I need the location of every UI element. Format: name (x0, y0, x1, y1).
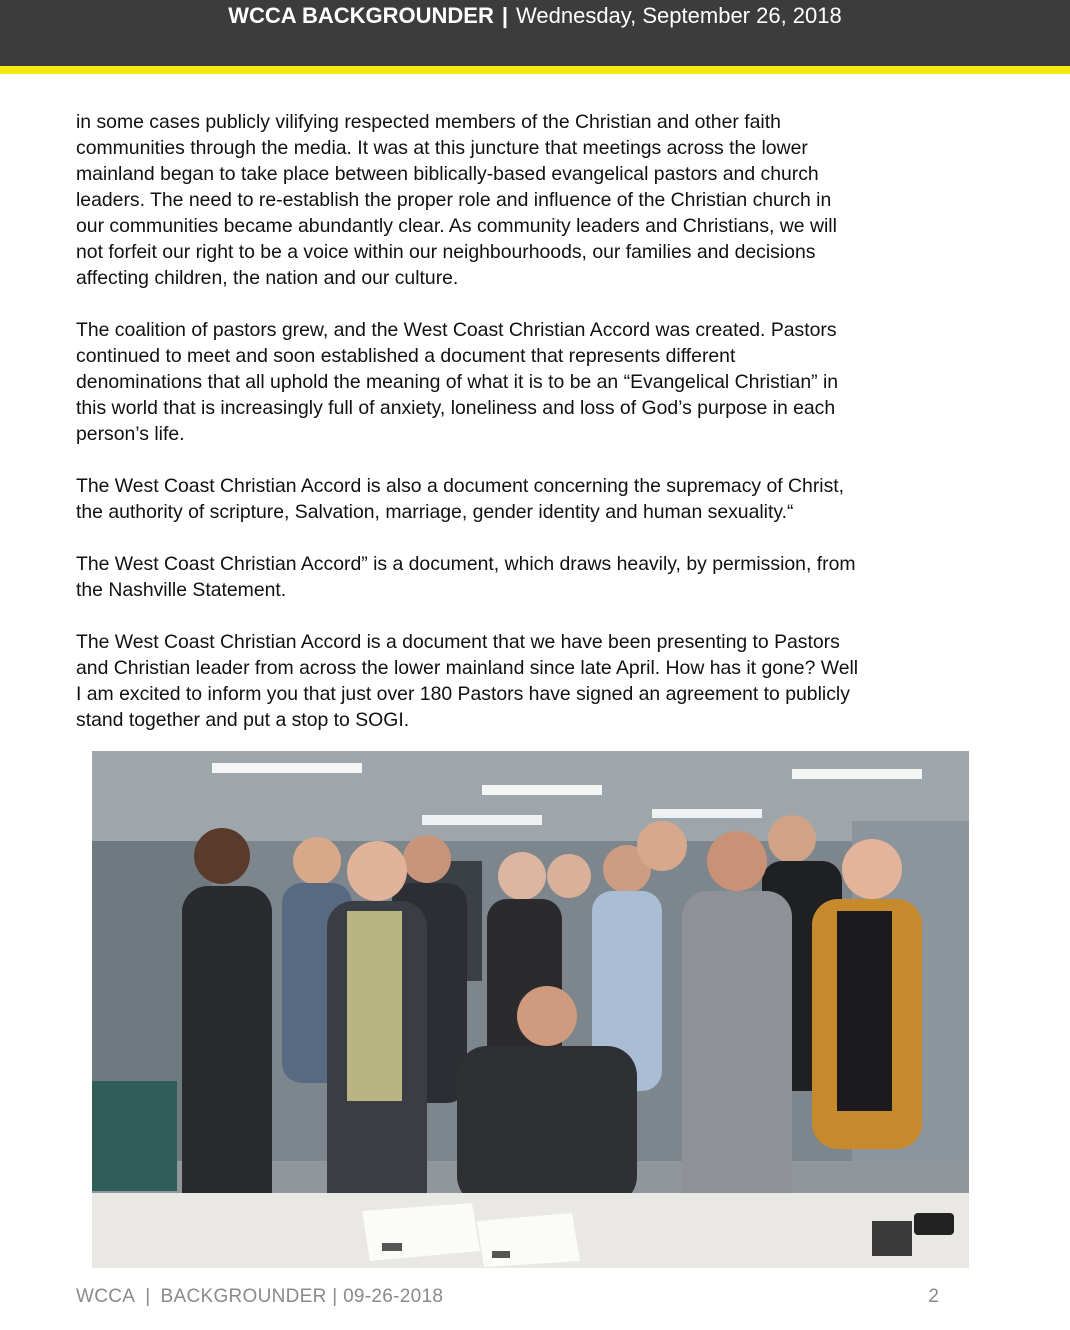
header-separator: | (501, 3, 509, 28)
paragraph: The coalition of pastors grew, and the West Coast Christian Accord was created. Pastors continued to meet and soon established a document that represents different denominations that all uphold the meaning of what it is to be an “Evangelical Christian” in this world that is increasingly full of anxiety, loneliness and loss of God’s purpose in each person’s life. (76, 319, 839, 445)
paragraph: The West Coast Christian Accord is also a document concerning the supremacy of Christ, the authority of scripture, Salvation, marriage, gender identity and human sexuality.“ (76, 475, 845, 523)
document-body (76, 109, 976, 759)
group-photo (92, 751, 969, 1268)
header-brand: WCCA BACKGROUNDER (228, 3, 494, 28)
footer-section: BACKGROUNDER | 09-26-2018 (160, 1286, 444, 1307)
header-date: Wednesday, September 26, 2018 (516, 3, 842, 28)
footer-org: WCCA (76, 1286, 136, 1307)
header-accent-stripe (0, 66, 1070, 74)
paragraph: The West Coast Christian Accord” is a document, which draws heavily, by permission, from the Nashville Statement. (76, 553, 856, 601)
footer-separator: | (145, 1286, 151, 1307)
page-number: 2 (928, 1286, 939, 1307)
paragraph: The West Coast Christian Accord is a document that we have been presenting to Pastors and Christian leader from across the lower mainland since late April. How has it gone? Well I am excited to inform you that just over 180 Pastors have signed an agreement to publicly stand together and put a stop to SOGI. (76, 631, 859, 731)
footer-label (76, 1286, 443, 1308)
header-title (0, 0, 1070, 32)
paragraph: in some cases publicly vilifying respected members of the Christian and other faith communities through the media. It was at this juncture that meetings across the lower mainland began to take place between biblically-based evangelical pastors and church leaders. The need to re-establish the proper role and influence of the Christian church in our communities became abundantly clear. As community leaders and Christians, we will not forfeit our right to be a voice within our neighbourhoods, our families and decisions affecting children, the nation and our culture. (76, 111, 837, 289)
